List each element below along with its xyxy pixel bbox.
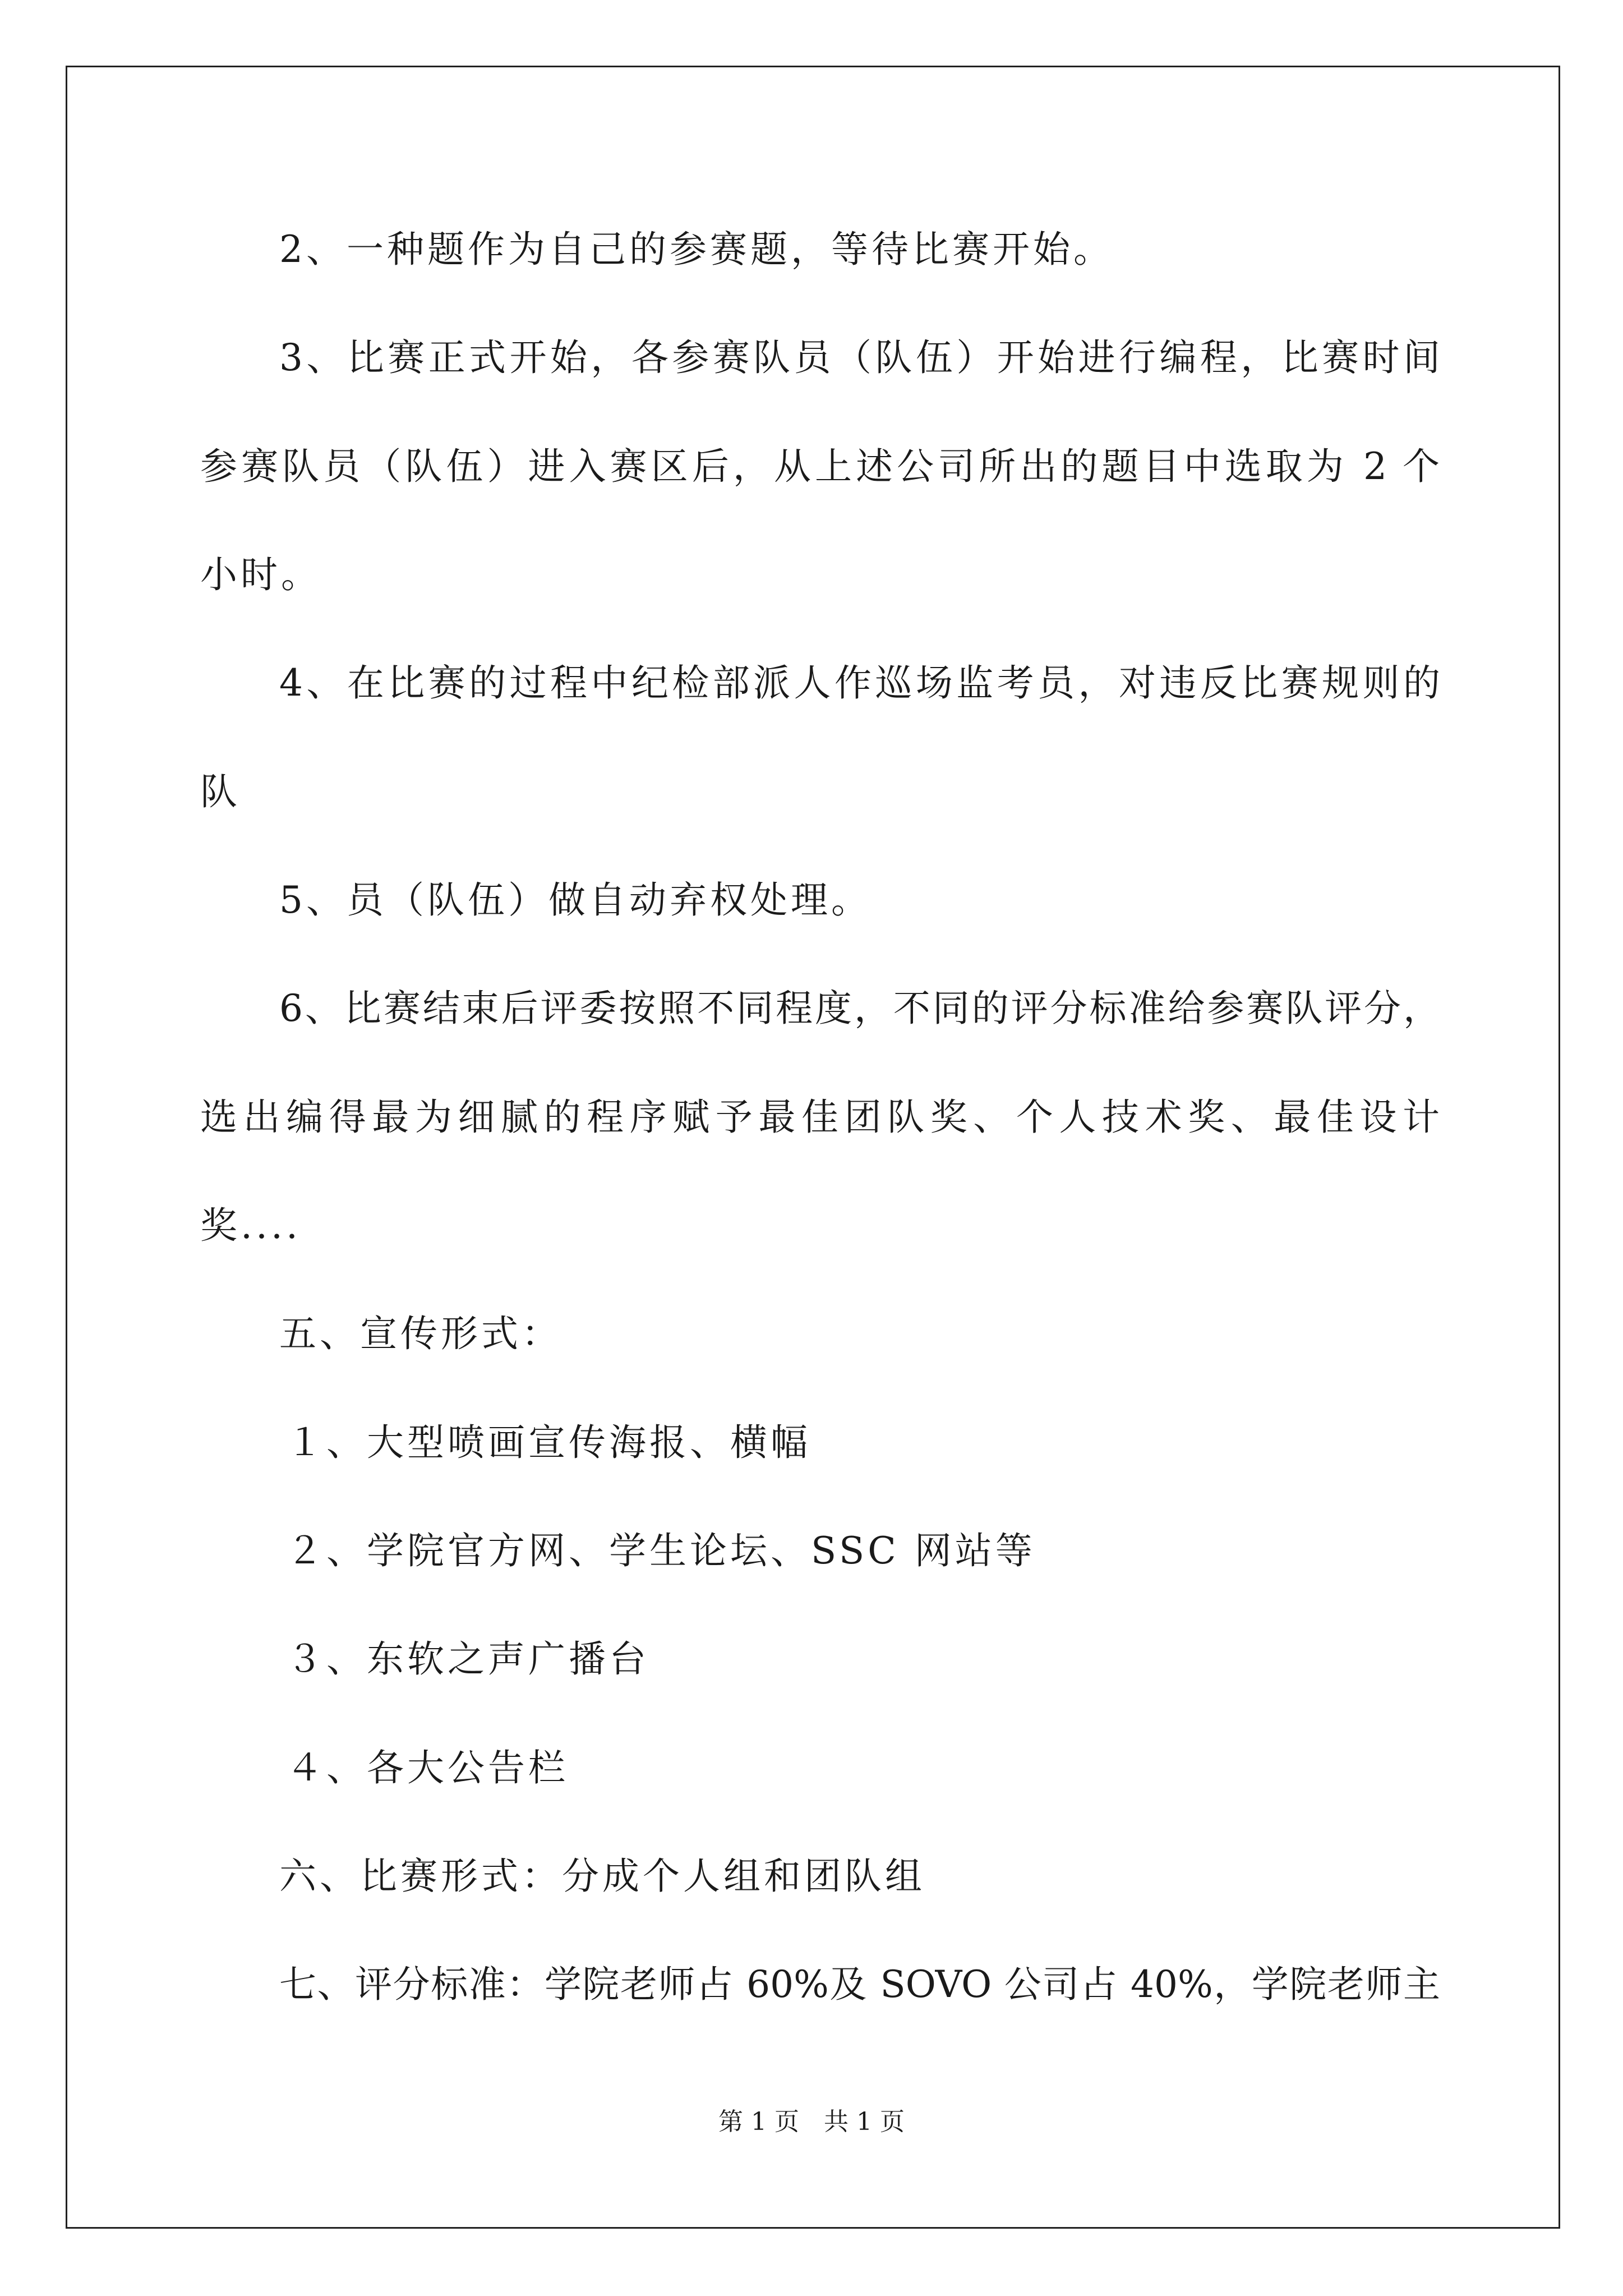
paragraph-line-5: 4、在比赛的过程中纪检部派人作巡场监考员，对违反比赛规则的 (279, 661, 1440, 705)
list-item-2: ２、学院官方网、学生论坛、SSC 网站等 (286, 1529, 1036, 1572)
list-item-4: ４、各大公告栏 (286, 1746, 569, 1789)
section-heading-format: 六、比赛形式：分成个人组和团队组 (279, 1855, 925, 1898)
paragraph-line-10: 奖.... (200, 1204, 301, 1247)
paragraph-line-8: 6、比赛结束后评委按照不同程度，不同的评分标准给参赛队评分， (279, 987, 1440, 1030)
paragraph-line-7: 5、员（队伍）做自动弃权处理。 (279, 878, 872, 922)
section-heading-scoring: 七、评分标准：学院老师占 60%及 SOVO 公司占 40%，学院老师主 (279, 1963, 1440, 2006)
paragraph-line-2: 3、比赛正式开始，各参赛队员（队伍）开始进行编程，比赛时间 (279, 336, 1440, 379)
section-heading-publicity: 五、宣传形式： (279, 1312, 562, 1355)
list-item-1: １、大型喷画宣传海报、横幅 (286, 1421, 811, 1464)
paragraph-line-9: 选出编得最为细腻的程序赋予最佳团队奖、个人技术奖、最佳设计 (200, 1096, 1440, 1139)
paragraph-line-3: 参赛队员（队伍）进入赛区后，从上述公司所出的题目中选取为 2 个 (200, 445, 1440, 488)
paragraph-line-6: 队 (200, 770, 241, 813)
page-border (66, 66, 1560, 2229)
list-item-3: ３、东软之声广播台 (286, 1637, 649, 1681)
paragraph-line-4: 小时。 (200, 553, 321, 596)
page-footer: 第 1 页 共 1 页 (718, 2108, 905, 2136)
paragraph-line-1: 2、一种题作为自己的参赛题，等待比赛开始。 (279, 228, 1114, 271)
